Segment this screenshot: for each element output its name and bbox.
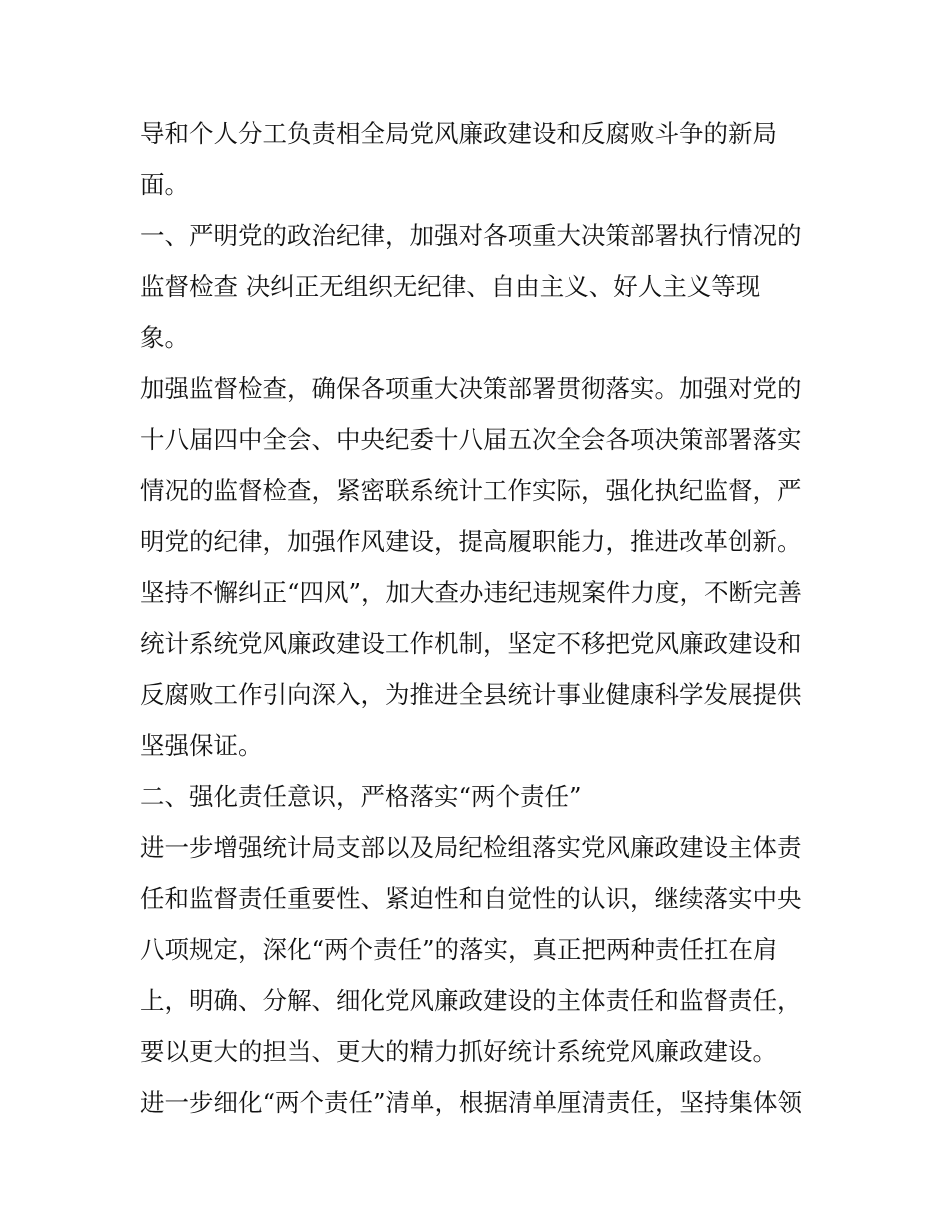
text-line: 任和监督责任重要性、紧迫性和自觉性的认识，继续落实中央 <box>140 884 802 913</box>
text-line: 加强监督检查，确保各项重大决策部署贯彻落实。加强对党的 <box>140 374 802 403</box>
text-line: 反腐败工作引向深入，为推进全县统计事业健康科学发展提供 <box>140 680 802 709</box>
text-line: 面。 <box>140 170 189 199</box>
text-line: 十八届四中全会、中央纪委十八届五次全会各项决策部署落实 <box>140 425 802 454</box>
text-line: 八项规定，深化“两个责任”的落实，真正把两种责任扛在肩 <box>140 935 778 964</box>
text-line: 情况的监督检查，紧密联系统计工作实际，强化执纪监督，严 <box>140 476 802 505</box>
text-line: 导和个人分工负责相全局党风廉政建设和反腐败斗争的新局 <box>140 119 777 148</box>
text-line: 坚强保证。 <box>140 731 263 760</box>
section-heading-line: 监督检查 决纠正无组织无纪律、自由主义、好人主义等现 <box>140 272 761 301</box>
document-body <box>140 108 830 1128</box>
text-line: 统计系统党风廉政建设工作机制，坚定不移把党风廉政建设和 <box>140 629 802 658</box>
text-line: 进一步细化“两个责任”清单，根据清单厘清责任，坚持集体领 <box>140 1088 803 1117</box>
section-heading-line: 象。 <box>140 323 189 352</box>
section-heading-line: 一、严明党的政治纪律，加强对各项重大决策部署执行情况的 <box>140 221 802 250</box>
text-line: 进一步增强统计局支部以及局纪检组落实党风廉政建设主体责 <box>140 833 802 862</box>
text-line: 明党的纪律，加强作风建设，提高履职能力，推进改革创新。 <box>140 527 802 556</box>
text-line: 要以更大的担当、更大的精力抓好统计系统党风廉政建设。 <box>140 1037 777 1066</box>
section-heading-line: 二、强化责任意识，严格落实“两个责任” <box>140 782 582 811</box>
text-line: 坚持不懈纠正“四风”，加大查办违纪违规案件力度，不断完善 <box>140 578 803 607</box>
text-line: 上，明确、分解、细化党风廉政建设的主体责任和监督责任， <box>140 986 802 1015</box>
